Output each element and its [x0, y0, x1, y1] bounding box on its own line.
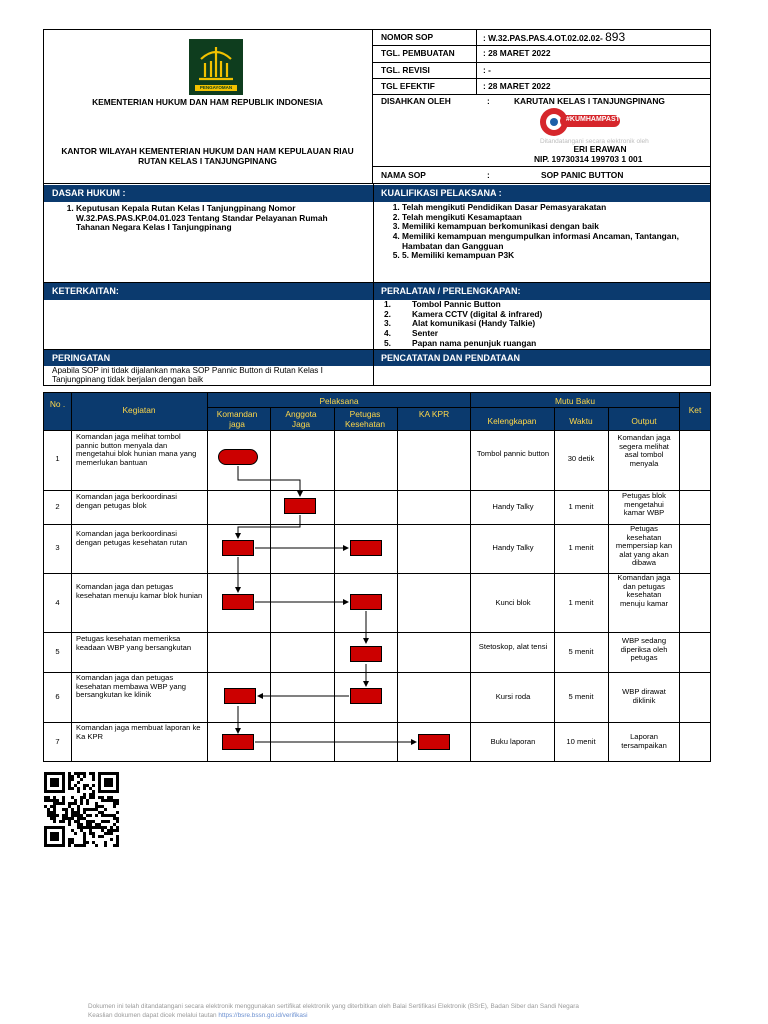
row-waktu: 5 menit	[568, 692, 594, 701]
sop-name-colon: :	[487, 170, 490, 180]
footer-line2: Keaslian dokumen dapat dicek melalui tautan https://bsre.bssn.go.id/verifikasi	[88, 1012, 308, 1019]
row-output: WBP sedang diperiksa oleh petugas	[620, 636, 668, 662]
kualifikasi-item: 4. Memiliki kemampuan mengumpulkan informasi Ancaman, Tantangan, Hambatan dan Gangguan	[402, 232, 706, 251]
ministry-name: KEMENTERIAN HUKUM DAN HAM REPUBLIK INDONESIA	[92, 97, 323, 107]
row-kegiatan: Komandan jaga dan petugas kesehatan membawa WBP yang bersangkutan ke klinik	[76, 673, 187, 699]
kualifikasi-item: 5. 5. Memiliki kemampuan P3K	[402, 251, 706, 261]
flow-process-box	[222, 734, 254, 750]
flow-process-box	[350, 540, 382, 556]
row-no: 3	[55, 543, 60, 552]
col-kegiatan: Kegiatan	[72, 405, 206, 415]
flow-process-box	[224, 688, 256, 704]
meta-label-2: TGL. REVISI	[381, 65, 430, 75]
flow-process-box	[350, 688, 382, 704]
peralatan-item: 5. Papan nama penunjuk ruangan	[384, 337, 537, 348]
kualifikasi-title: KUALIFIKASI PELAKSANA :	[381, 188, 502, 198]
sop-name-value: SOP PANIC BUTTON	[541, 170, 624, 180]
office-line1: KANTOR WILAYAH KEMENTERIAN HUKUM DAN HAM KEPULAUAN RIAU	[61, 146, 354, 156]
flow-process-box	[284, 498, 316, 514]
meta-label-1: TGL. PEMBUATAN	[381, 48, 455, 58]
row-kegiatan: Komandan jaga melihat tombol pannic button menyala dan mengetahui blok hunian mana yang memerlukan bantuan	[76, 432, 197, 467]
sop-name-label: NAMA SOP	[381, 170, 426, 180]
row-waktu: 1 menit	[568, 598, 594, 607]
row-no: 5	[55, 647, 60, 656]
col-komandan: Komandan jaga	[212, 409, 262, 429]
col-ket: Ket	[680, 405, 710, 415]
footer-line1: Dokumen ini telah ditandatangani secara elektronik menggunakan sertifikat elektronik yang diterbitkan oleh Balai Sertifikasi Elektronik (BSrE), Badan Siber dan Sandi Negara	[88, 1003, 579, 1010]
row-no: 6	[55, 692, 60, 701]
row-kelengkapan: Stetoskop, alat tensi	[478, 642, 548, 651]
col-mutu: Mutu Baku	[471, 396, 679, 406]
flow-arrow	[238, 466, 300, 496]
flow-process-box	[350, 646, 382, 662]
row-kelengkapan: Handy Talky	[492, 502, 534, 511]
row-no: 4	[55, 598, 60, 607]
row-output: Petugas kesehatan mempersiap kan alat yang akan dibawa	[615, 524, 673, 567]
meta-value-2: : -	[483, 65, 491, 75]
row-no: 1	[55, 454, 60, 463]
row-kegiatan: Komandan jaga berkoordinasi dengan petugas blok	[76, 492, 177, 510]
logo-label: PENGAYOMAN	[199, 85, 233, 90]
esign-note: Ditandatangani secara elektronik oleh	[540, 138, 649, 145]
row-kelengkapan: Handy Talky	[492, 543, 534, 552]
footer-note	[88, 1002, 688, 1020]
sop-number-suffix: 893	[605, 30, 626, 44]
meta-value-3: : 28 MARET 2022	[483, 81, 551, 91]
flow-process-box	[350, 594, 382, 610]
row-kelengkapan: Kursi roda	[495, 692, 531, 701]
badge-text: #KUMHAMPASTI	[566, 116, 622, 123]
col-output: Output	[609, 416, 679, 426]
peralatan-item: 3. Alat komunikasi (Handy Talkie)	[384, 318, 536, 329]
approval-label: DISAHKAN OLEH	[381, 96, 451, 106]
row-kegiatan: Petugas kesehatan memeriksa keadaan WBP yang bersangkutan	[76, 634, 192, 652]
col-kakpr: KA KPR	[414, 409, 454, 419]
row-output: Komandan jaga segera melihat asal tombol menyala	[617, 433, 671, 468]
keterkaitan-title: KETERKAITAN:	[52, 286, 119, 296]
kualifikasi-item: 1. Telah mengikuti Pendidikan Dasar Pemasyarakatan	[402, 203, 706, 213]
row-no: 2	[55, 502, 60, 511]
row-waktu: 5 menit	[568, 647, 594, 656]
verification-link[interactable]: https://bsre.bssn.go.id/verifikasi	[218, 1012, 308, 1019]
row-kegiatan: Komandan jaga membuat laporan ke Ka KPR	[76, 723, 201, 741]
col-kelengkapan: Kelengkapan	[471, 416, 553, 426]
office-line2: RUTAN KELAS I TANJUNGPINANG	[138, 155, 277, 166]
approval-title: KARUTAN KELAS I TANJUNGPINANG	[514, 96, 665, 106]
peralatan-item: 1. Tombol Pannic Button	[384, 299, 501, 309]
peringatan-title: PERINGATAN	[52, 353, 111, 363]
flow-process-box	[222, 540, 254, 556]
row-output: Petugas blok mengetahui kamar WBP	[622, 491, 666, 517]
approval-colon: :	[487, 96, 490, 106]
flow-start-terminator	[218, 449, 258, 465]
kualifikasi-item: 2. Telah mengikuti Kesamaptaan	[402, 213, 706, 223]
flow-end-box	[418, 734, 450, 750]
peralatan-title: PERALATAN / PERLENGKAPAN:	[381, 286, 521, 296]
peralatan-item: 4. Senter	[384, 327, 439, 338]
flow-arrow	[238, 515, 300, 538]
row-kegiatan: Komandan jaga dan petugas kesehatan menuju kamar blok hunian	[76, 582, 203, 600]
row-waktu: 10 menit	[566, 737, 596, 746]
col-anggota: Anggota Jaga	[276, 409, 326, 429]
signer-nip: NIP. 19730314 199703 1 001	[534, 154, 643, 164]
peralatan-item: 2. Kamera CCTV (digital & infrared)	[384, 308, 543, 319]
kualifikasi-item: 3. Memiliki kemampuan berkomunikasi dengan baik	[402, 222, 706, 232]
row-waktu: 1 menit	[568, 502, 594, 511]
row-waktu: 30 detik	[567, 454, 595, 463]
pencatatan-title: PENCATATAN DAN PENDATAAN	[381, 353, 520, 363]
row-kelengkapan: Kunci blok	[495, 598, 531, 607]
col-petugas: Petugas Kesehatan	[336, 409, 394, 429]
row-waktu: 1 menit	[568, 543, 594, 552]
dasar-hukum-item: 1. Keputusan Kepala Rutan Kelas I Tanjungpinang Nomor W.32.PAS.PAS.KP.04.01.023 Tentang Standar Pelayanan Rumah Tahanan Negara Kelas I Tanjungpinang	[76, 204, 328, 233]
row-no: 7	[55, 737, 60, 746]
meta-label-0: NOMOR SOP	[381, 32, 434, 42]
col-pelaksana: Pelaksana	[208, 396, 470, 406]
flow-process-box	[222, 594, 254, 610]
row-output: Komandan jaga dan petugas kesehatan menuju kamar	[617, 573, 671, 608]
dasar-hukum-title: DASAR HUKUM :	[52, 188, 126, 198]
peringatan-text: Apabila SOP ini tidak dijalankan maka SOP Pannic Button di Rutan Kelas I Tanjungpinang tidak berjalan dengan baik	[52, 366, 323, 385]
qr-code[interactable]	[44, 772, 119, 847]
row-kelengkapan: Buku laporan	[490, 737, 536, 746]
row-kelengkapan: Tombol pannic button	[476, 449, 550, 458]
row-kegiatan: Komandan jaga berkoordinasi dengan petugas kesehatan rutan	[76, 529, 188, 547]
meta-value-1: : 28 MARET 2022	[483, 48, 551, 58]
sop-number: : W.32.PAS.PAS.4.OT.02.02.02-	[483, 33, 603, 43]
col-waktu: Waktu	[555, 416, 607, 426]
signer-name: ERI ERAWAN	[573, 144, 627, 154]
row-output: WBP dirawat diklinik	[622, 687, 666, 705]
col-no: No .	[44, 399, 71, 409]
row-output: Laporan tersampaikan	[621, 732, 667, 750]
meta-label-3: TGL EFEKTIF	[381, 81, 435, 91]
